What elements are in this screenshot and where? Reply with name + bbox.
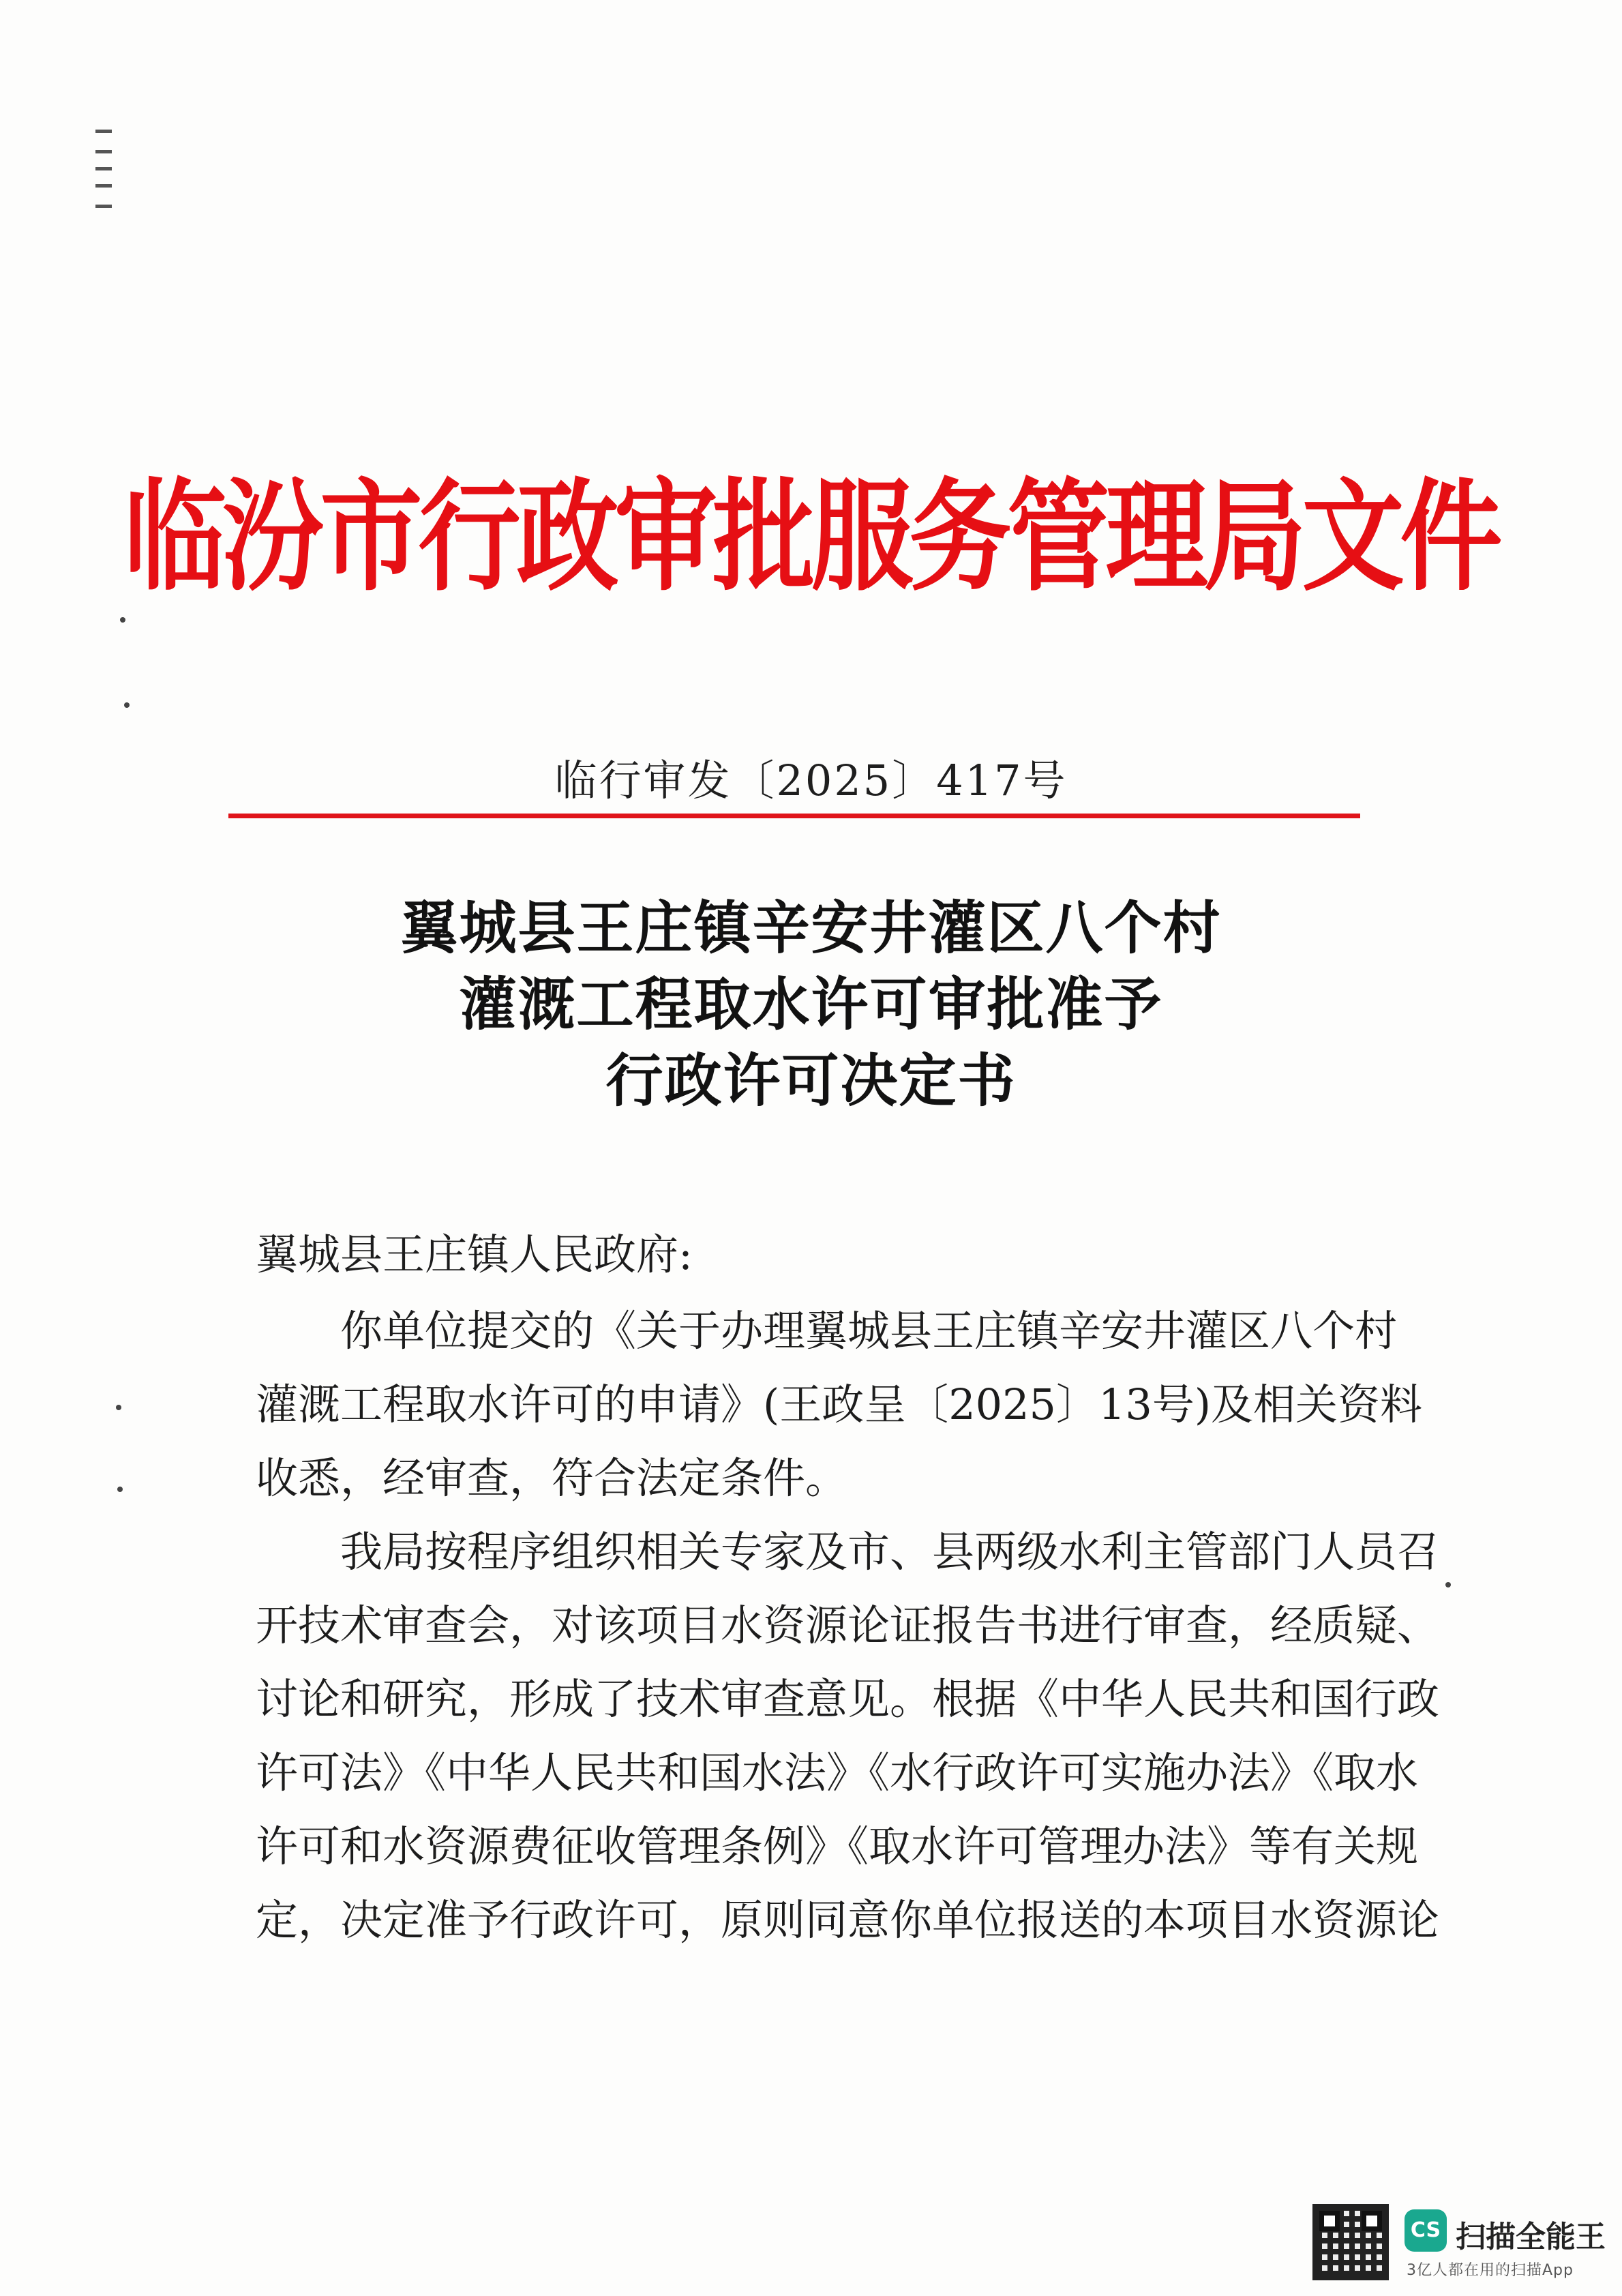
scan-speck xyxy=(1445,1582,1451,1587)
camscanner-logo-icon: CS xyxy=(1405,2209,1447,2252)
scan-speck xyxy=(120,617,125,623)
document-number: 临行审发〔2025〕417号 xyxy=(554,756,1068,805)
body-line: 灌溉工程取水许可的申请》(王政呈〔2025〕13号)及相关资料 xyxy=(256,1380,1423,1429)
body-line: 我局按程序组织相关专家及市、县两级水利主管部门人员召 xyxy=(256,1527,1440,1577)
scanner-app-watermark xyxy=(1312,2204,1606,2286)
issuer-header-title: 临汾市行政审批服务管理局文件 xyxy=(123,467,1499,608)
body-line: 收悉，经审查，符合法定条件。 xyxy=(256,1453,848,1503)
document-title-line: 行政许可决定书 xyxy=(605,1047,1017,1114)
scan-speck xyxy=(124,702,130,708)
binding-marks xyxy=(95,116,112,239)
body-line: 许可和水资源费征收管理条例》《取水许可管理办法》等有关规 xyxy=(256,1821,1419,1871)
body-line: 定，决定准予行政许可，原则同意你单位报送的本项目水资源论 xyxy=(256,1895,1440,1945)
body-line: 许可法》《中华人民共和国水法》《水行政许可实施办法》《取水 xyxy=(256,1748,1419,1798)
document-title xyxy=(0,890,1622,1119)
scan-speck xyxy=(117,1487,123,1492)
body-line: 讨论和研究，形成了技术审查意见。根据《中华人民共和国行政 xyxy=(256,1674,1440,1724)
header-red-rule xyxy=(228,814,1360,818)
scanner-app-name: 扫描全能王 xyxy=(1456,2220,1606,2254)
addressee: 翼城县王庄镇人民政府: xyxy=(256,1229,693,1279)
scanner-app-slogan: 3亿人都在用的扫描App xyxy=(1407,2262,1574,2279)
qr-code-icon xyxy=(1312,2204,1389,2280)
document-body xyxy=(256,1294,1440,1957)
body-line: 你单位提交的《关于办理翼城县王庄镇辛安井灌区八个村 xyxy=(256,1306,1398,1356)
scan-speck xyxy=(116,1405,121,1410)
body-line: 开技术审查会，对该项目水资源论证报告书进行审查，经质疑、 xyxy=(256,1600,1440,1650)
document-title-line: 灌溉工程取水许可审批准予 xyxy=(459,970,1163,1038)
document-title-line: 翼城县王庄镇辛安井灌区八个村 xyxy=(400,894,1222,961)
